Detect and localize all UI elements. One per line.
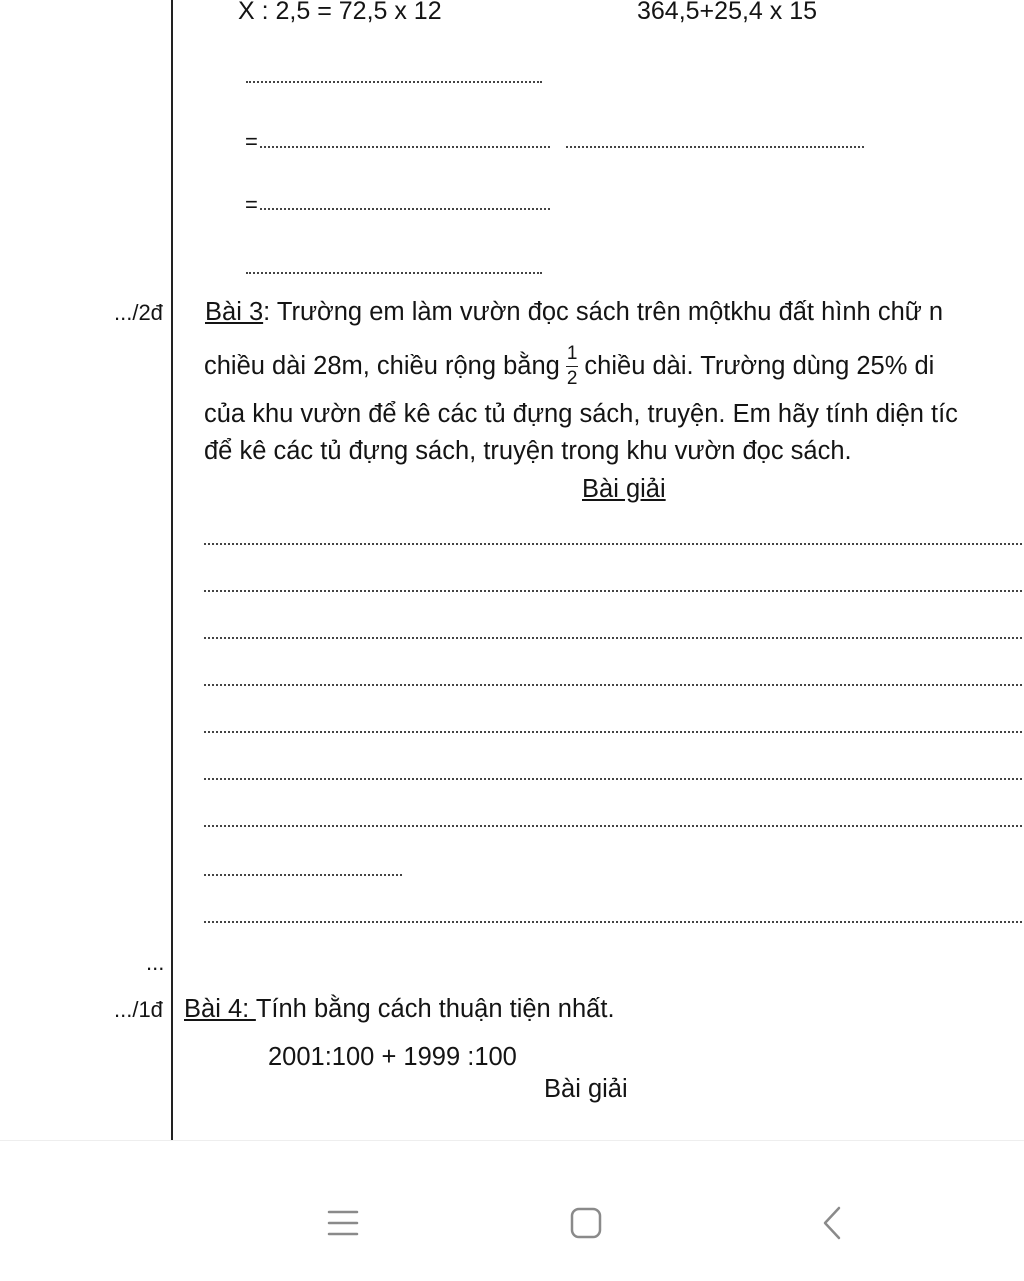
fraction-numerator: 1 [566,344,579,367]
menu-lines-icon [327,1208,359,1238]
home-button[interactable] [556,1193,616,1253]
answer-line [246,272,542,274]
recent-apps-button[interactable] [313,1193,373,1253]
rounded-square-icon [569,1206,603,1240]
exercise-3-line-1 [205,298,943,327]
exercise-3-line-4: để kê các tủ đựng sách, truyện trong khu vườn đọc sách. [204,437,852,465]
exercise-text: chiều dài. Trường dùng 25% di [584,351,935,380]
answer-line [246,81,542,83]
answer-line [204,778,1024,780]
margin-ellipsis: ... [146,950,165,975]
answer-line [204,543,1024,545]
equals-sign: = [245,192,258,217]
answer-line [566,146,864,148]
answer-line [260,208,550,210]
navigation-bar [0,1140,1024,1281]
expression: 2001:100 + 1999 :100 [268,1043,517,1071]
fraction-denominator: 2 [566,367,578,389]
answer-line [204,637,1024,639]
score-label: .../1đ [114,997,163,1022]
solution-heading: Bài giải [544,1075,628,1103]
exercise-title: Bài 3 [205,298,264,326]
score-label: .../2đ [114,300,163,325]
fraction [566,344,579,389]
answer-line [204,590,1024,592]
exercise-title: Bài 4: [184,995,256,1023]
exercise-3-line-3: của khu vườn để kê các tủ đựng sách, truyện. Em hãy tính diện tíc [204,400,958,428]
equals-sign: = [245,129,258,154]
exercise-text: Tính bằng cách thuận tiện nhất. [255,995,615,1023]
exercise-text: chiều dài 28m, chiều rộng bằng [204,351,560,380]
exercise-4-line-1 [184,995,615,1024]
exercise-text: : Trường em làm vườn đọc sách trên mộtkhu đất hình chữ n [263,298,944,326]
back-button[interactable] [802,1193,862,1253]
answer-line [204,874,402,876]
answer-line [204,684,1024,686]
answer-line [260,146,550,148]
answer-line [204,825,1024,827]
answer-line [204,731,1024,733]
margin-rule [171,0,173,1140]
expression-right: 364,5+25,4 x 15 [637,0,818,25]
expression-left: X : 2,5 = 72,5 x 12 [238,0,442,25]
exercise-3-line-2 [204,336,934,396]
answer-line [204,921,1024,923]
solution-heading: Bài giải [582,475,666,503]
chevron-left-icon [820,1205,844,1241]
